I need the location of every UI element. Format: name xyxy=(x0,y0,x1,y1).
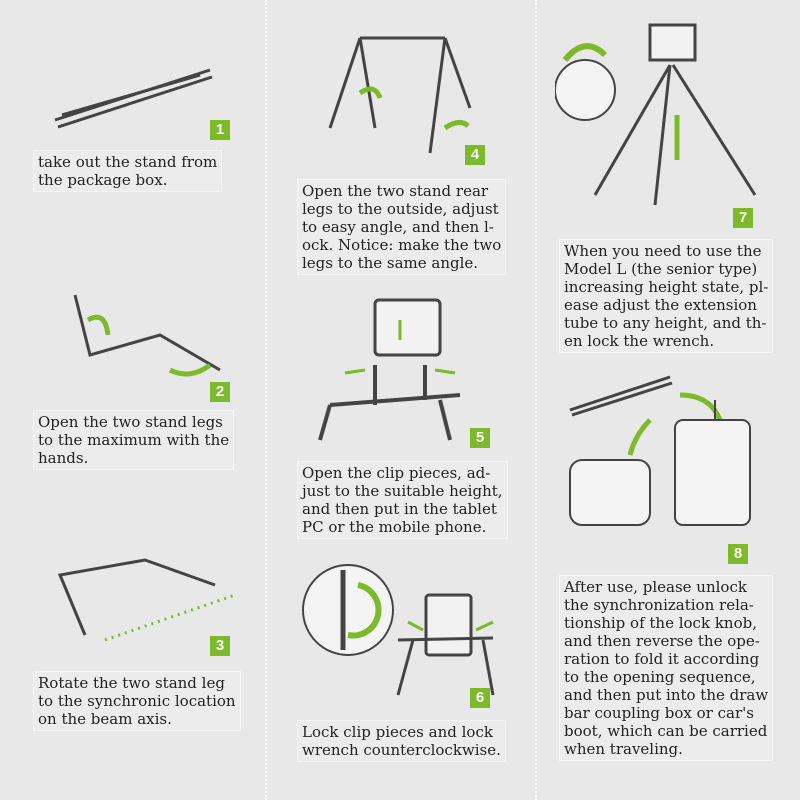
pack-luggage-illustration xyxy=(560,365,760,540)
step-text: Lock clip pieces and lock wrench counterclockwise. xyxy=(298,721,505,761)
step-badge: 2 xyxy=(210,382,230,402)
step-text: When you need to use the Model L (the senior type) increasing height state, pl- ease adjust the extension tube to any height, and th- en lock the wrench. xyxy=(560,240,772,352)
step-badge: 8 xyxy=(728,544,748,564)
clip-tablet-illustration xyxy=(300,295,465,445)
step-badge: 6 xyxy=(470,688,490,708)
step-badge: 5 xyxy=(470,428,490,448)
open-legs-illustration xyxy=(60,290,230,385)
step-text: take out the stand from the package box. xyxy=(34,151,221,191)
step-badge: 4 xyxy=(465,145,485,165)
rotate-legs-illustration xyxy=(45,545,240,645)
step-text: Rotate the two stand leg to the synchronic location on the beam axis. xyxy=(34,672,240,730)
tripod-height-illustration xyxy=(555,20,760,205)
step-badge: 3 xyxy=(210,636,230,656)
step-badge: 7 xyxy=(733,208,753,228)
step-text: After use, please unlock the synchronization rela- tionship of the lock knob, and then reverse the ope- ration to fold it according to the opening sequence, and then put into the draw bar coupling box or car's boot, which can be carried when traveling. xyxy=(560,576,772,760)
folded-stand-illustration xyxy=(50,55,220,135)
rear-legs-illustration xyxy=(320,28,480,158)
column-divider xyxy=(535,0,537,800)
column-divider xyxy=(265,0,267,800)
step-text: Open the clip pieces, ad- just to the suitable height, and then put in the tablet PC or the mobile phone. xyxy=(298,462,507,538)
lock-clip-illustration xyxy=(298,560,498,700)
step-badge: 1 xyxy=(210,120,230,140)
step-text: Open the two stand legs to the maximum with the hands. xyxy=(34,411,233,469)
step-text: Open the two stand rear legs to the outside, adjust to easy angle, and then l- ock. Notice: make the two legs to the same angle. xyxy=(298,180,505,274)
